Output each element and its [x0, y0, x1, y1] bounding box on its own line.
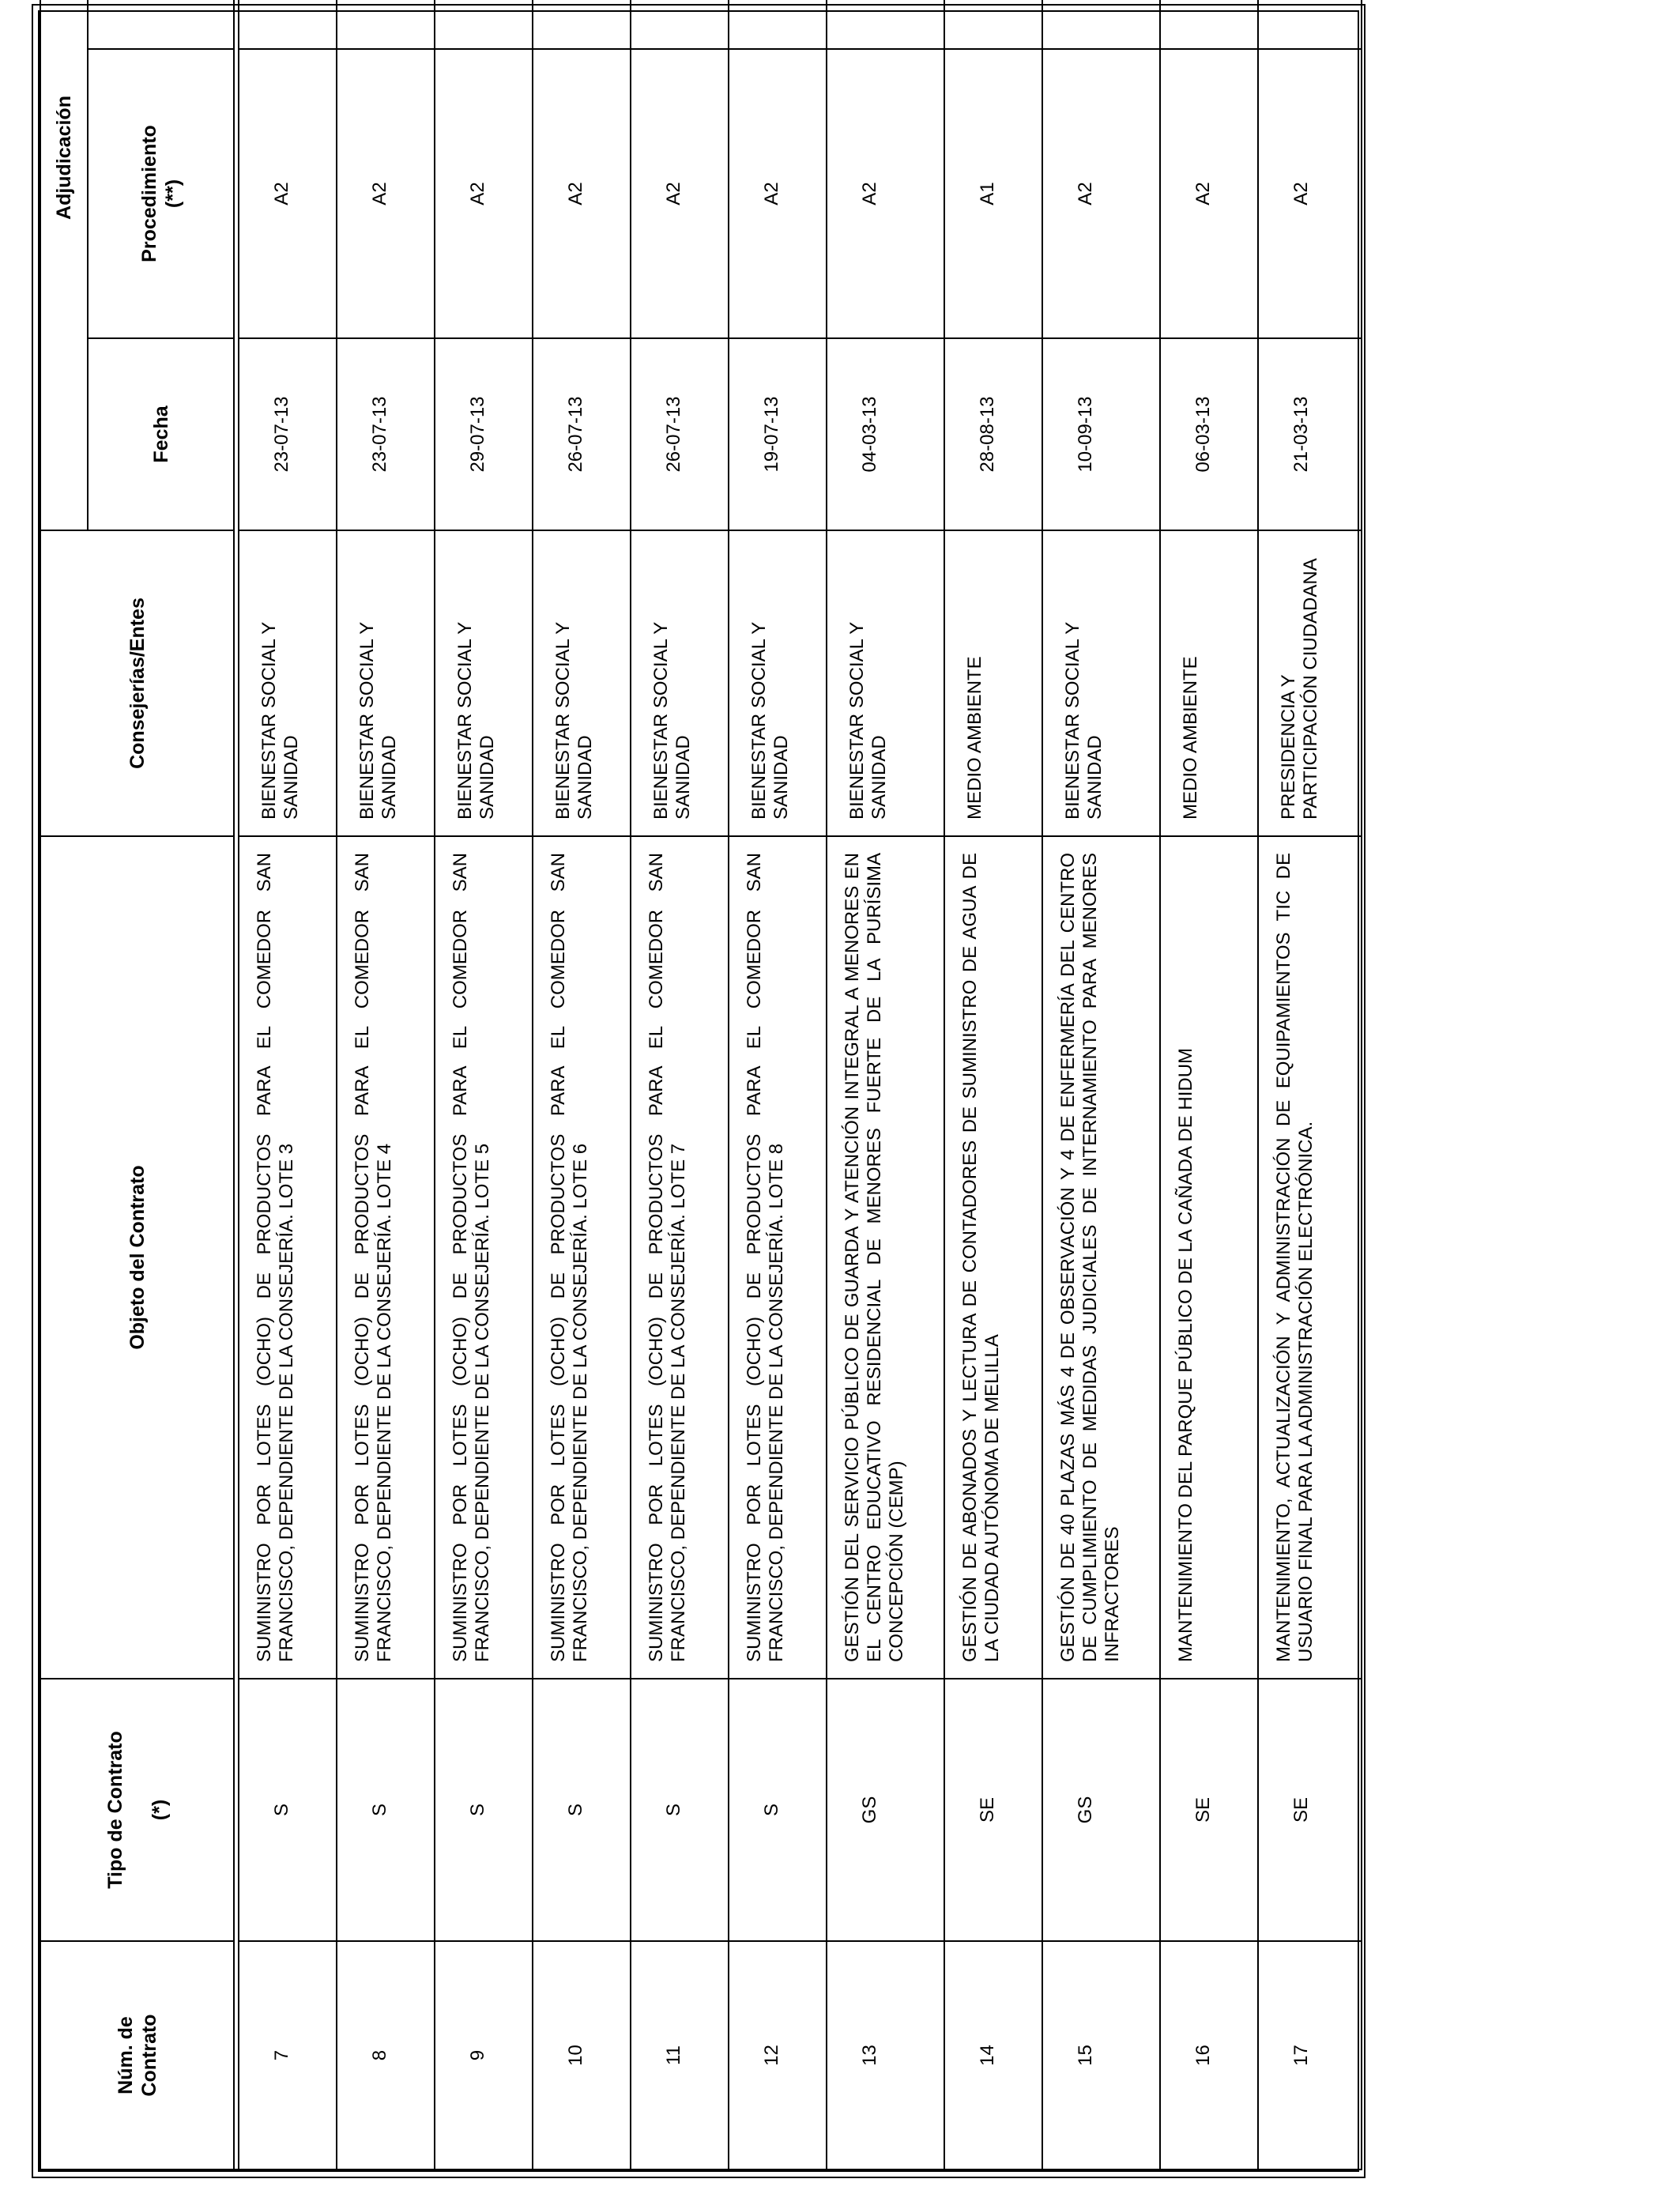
cell-tipo-contrato: GS	[1042, 1679, 1160, 1941]
cell-objeto-contrato: SUMINISTRO POR LOTES (OCHO) DE PRODUCTOS PARA EL COMEDOR SAN FRANCISCO, DEPENDIENTE DE LA CONSEJERÍA. LOTE 4	[337, 836, 435, 1679]
cell-consejeria: BIENESTAR SOCIAL Y SANIDAD	[631, 530, 729, 836]
cell-procedimiento: A2	[337, 49, 435, 338]
cell-precio	[533, 0, 631, 49]
cell-procedimiento: A2	[239, 49, 337, 338]
cell-precio	[1042, 0, 1160, 49]
table-row	[239, 0, 337, 2169]
cell-fecha: 04-03-13	[827, 338, 944, 530]
cell-fecha: 29-07-13	[435, 338, 533, 530]
cell-procedimiento: A1	[944, 49, 1042, 338]
cell-tipo-contrato: S	[239, 1679, 337, 1941]
cell-consejeria: BIENESTAR SOCIAL Y SANIDAD	[827, 530, 944, 836]
header-precio-line1	[137, 0, 161, 48]
cell-objeto-contrato: SUMINISTRO POR LOTES (OCHO) DE PRODUCTOS PARA EL COMEDOR SAN FRANCISCO, DEPENDIENTE DE LA CONSEJERÍA. LOTE 6	[533, 836, 631, 1679]
cell-num-contrato: 14	[944, 1941, 1042, 2169]
header-consejerias: Consejerías/Entes	[40, 530, 234, 836]
table-row	[1160, 0, 1258, 2169]
header-tipo-line2: (*)	[148, 1799, 171, 1821]
cell-num-contrato: 8	[337, 1941, 435, 2169]
cell-objeto-contrato: GESTIÓN DEL SERVICIO PÚBLICO DE GUARDA Y ATENCIÓN INTEGRAL A MENORES EN EL CENTRO EDUCATIVO RESIDENCIAL DE MENORES FUERTE DE LA PURÍSIMA CONCEPCIÓN (CEMP)	[827, 836, 944, 1679]
contracts-table	[40, 0, 1362, 2170]
header-num-line2: Contrato	[137, 2014, 160, 2097]
cell-consejeria: BIENESTAR SOCIAL Y SANIDAD	[239, 530, 337, 836]
cell-procedimiento: A2	[827, 49, 944, 338]
header-procedimiento	[88, 49, 234, 338]
cell-objeto-contrato: SUMINISTRO POR LOTES (OCHO) DE PRODUCTOS PARA EL COMEDOR SAN FRANCISCO, DEPENDIENTE DE LA CONSEJERÍA. LOTE 5	[435, 836, 533, 1679]
cell-precio	[631, 0, 729, 49]
table-outer-frame	[32, 4, 1365, 2178]
table-row	[827, 0, 944, 2169]
cell-tipo-contrato: SE	[1258, 1679, 1362, 1941]
cell-procedimiento: A2	[631, 49, 729, 338]
cell-num-contrato: 9	[435, 1941, 533, 2169]
cell-num-contrato: 11	[631, 1941, 729, 2169]
cell-num-contrato: 17	[1258, 1941, 1362, 2169]
cell-objeto-contrato: SUMINISTRO POR LOTES (OCHO) DE PRODUCTOS PARA EL COMEDOR SAN FRANCISCO, DEPENDIENTE DE LA CONSEJERÍA. LOTE 7	[631, 836, 729, 1679]
cell-consejeria: MEDIO AMBIENTE	[944, 530, 1042, 836]
cell-fecha: 28-08-13	[944, 338, 1042, 530]
cell-tipo-contrato: SE	[1160, 1679, 1258, 1941]
cell-num-contrato: 12	[729, 1941, 827, 2169]
table-row	[944, 0, 1042, 2169]
cell-precio	[827, 0, 944, 49]
header-proc-line1: Procedimiento	[137, 125, 160, 262]
cell-consejeria: MEDIO AMBIENTE	[1160, 530, 1258, 836]
cell-fecha: 26-07-13	[533, 338, 631, 530]
cell-precio	[729, 0, 827, 49]
header-adjudicacion: Adjudicación	[40, 0, 88, 530]
cell-tipo-contrato: GS	[827, 1679, 944, 1941]
cell-consejeria: BIENESTAR SOCIAL Y SANIDAD	[729, 530, 827, 836]
cell-num-contrato: 15	[1042, 1941, 1160, 2169]
cell-procedimiento: A2	[1042, 49, 1160, 338]
header-proc-line2: (**)	[161, 179, 184, 209]
cell-consejeria: BIENESTAR SOCIAL Y SANIDAD	[1042, 530, 1160, 836]
cell-objeto-contrato: GESTIÓN DE 40 PLAZAS MÁS 4 DE OBSERVACIÓN Y 4 DE ENFERMERÍA DEL CENTRO DE CUMPLIMIENTO DE MEDIDAS JUDICIALES DE INTERNAMIENTO PARA MENORES INFRACTORES	[1042, 836, 1160, 1679]
cell-consejeria: BIENESTAR SOCIAL Y SANIDAD	[337, 530, 435, 836]
cell-tipo-contrato: S	[337, 1679, 435, 1941]
header-fecha: Fecha	[88, 338, 234, 530]
cell-num-contrato: 10	[533, 1941, 631, 2169]
cell-tipo-contrato: S	[533, 1679, 631, 1941]
header-precio-line2	[161, 0, 185, 48]
cell-procedimiento: A2	[1160, 49, 1258, 338]
header-precio	[88, 0, 234, 49]
cell-num-contrato: 16	[1160, 1941, 1258, 2169]
table-row	[337, 0, 435, 2169]
cell-consejeria: BIENESTAR SOCIAL Y SANIDAD	[435, 530, 533, 836]
cell-num-contrato: 7	[239, 1941, 337, 2169]
cell-procedimiento: A2	[435, 49, 533, 338]
cell-fecha: 19-07-13	[729, 338, 827, 530]
cell-precio	[435, 0, 533, 49]
cell-objeto-contrato: SUMINISTRO POR LOTES (OCHO) DE PRODUCTOS PARA EL COMEDOR SAN FRANCISCO, DEPENDIENTE DE LA CONSEJERÍA. LOTE 3	[239, 836, 337, 1679]
table-row	[533, 0, 631, 2169]
cell-precio	[337, 0, 435, 49]
cell-fecha: 26-07-13	[631, 338, 729, 530]
cell-fecha: 06-03-13	[1160, 338, 1258, 530]
cell-consejeria: BIENESTAR SOCIAL Y SANIDAD	[533, 530, 631, 836]
header-tipo-contrato	[40, 1679, 234, 1941]
cell-objeto-contrato: MANTENIMIENTO DEL PARQUE PÚBLICO DE LA CAÑADA DE HIDUM	[1160, 836, 1258, 1679]
header-objeto: Objeto del Contrato	[40, 836, 234, 1679]
cell-consejeria: PRESIDENCIA Y PARTICIPACIÓN CIUDADANA	[1258, 530, 1362, 836]
table-inner-frame	[38, 10, 1359, 2172]
cell-procedimiento: A2	[1258, 49, 1362, 338]
cell-objeto-contrato: GESTIÓN DE ABONADOS Y LECTURA DE CONTADORES DE SUMINISTRO DE AGUA DE LA CIUDAD AUTÓNOMA DE MELILLA	[944, 836, 1042, 1679]
header-num-contrato	[40, 1941, 234, 2169]
table-row	[435, 0, 533, 2169]
cell-precio	[1160, 0, 1258, 49]
table-row	[1258, 0, 1362, 2169]
cell-tipo-contrato: S	[631, 1679, 729, 1941]
cell-tipo-contrato: SE	[944, 1679, 1042, 1941]
cell-fecha: 23-07-13	[239, 338, 337, 530]
cell-fecha: 21-03-13	[1258, 338, 1362, 530]
cell-objeto-contrato: MANTENIMIENTO, ACTUALIZACIÓN Y ADMINISTRACIÓN DE EQUIPAMIENTOS TIC DE USUARIO FINAL PARA LA ADMINISTRACIÓN ELECTRÓNICA.	[1258, 836, 1362, 1679]
cell-num-contrato: 13	[827, 1941, 944, 2169]
cell-tipo-contrato: S	[435, 1679, 533, 1941]
cell-tipo-contrato: S	[729, 1679, 827, 1941]
cell-procedimiento: A2	[533, 49, 631, 338]
cell-fecha: 10-09-13	[1042, 338, 1160, 530]
header-num-line1: Núm. de	[114, 2016, 137, 2094]
cell-procedimiento: A2	[729, 49, 827, 338]
cell-precio	[1258, 0, 1362, 49]
table-row	[631, 0, 729, 2169]
header-tipo-line1: Tipo de Contrato	[104, 1731, 126, 1889]
cell-objeto-contrato: SUMINISTRO POR LOTES (OCHO) DE PRODUCTOS PARA EL COMEDOR SAN FRANCISCO, DEPENDIENTE DE LA CONSEJERÍA. LOTE 8	[729, 836, 827, 1679]
cell-fecha: 23-07-13	[337, 338, 435, 530]
table-row	[1042, 0, 1160, 2169]
cell-precio	[944, 0, 1042, 49]
table-row	[729, 0, 827, 2169]
cell-precio	[239, 0, 337, 49]
